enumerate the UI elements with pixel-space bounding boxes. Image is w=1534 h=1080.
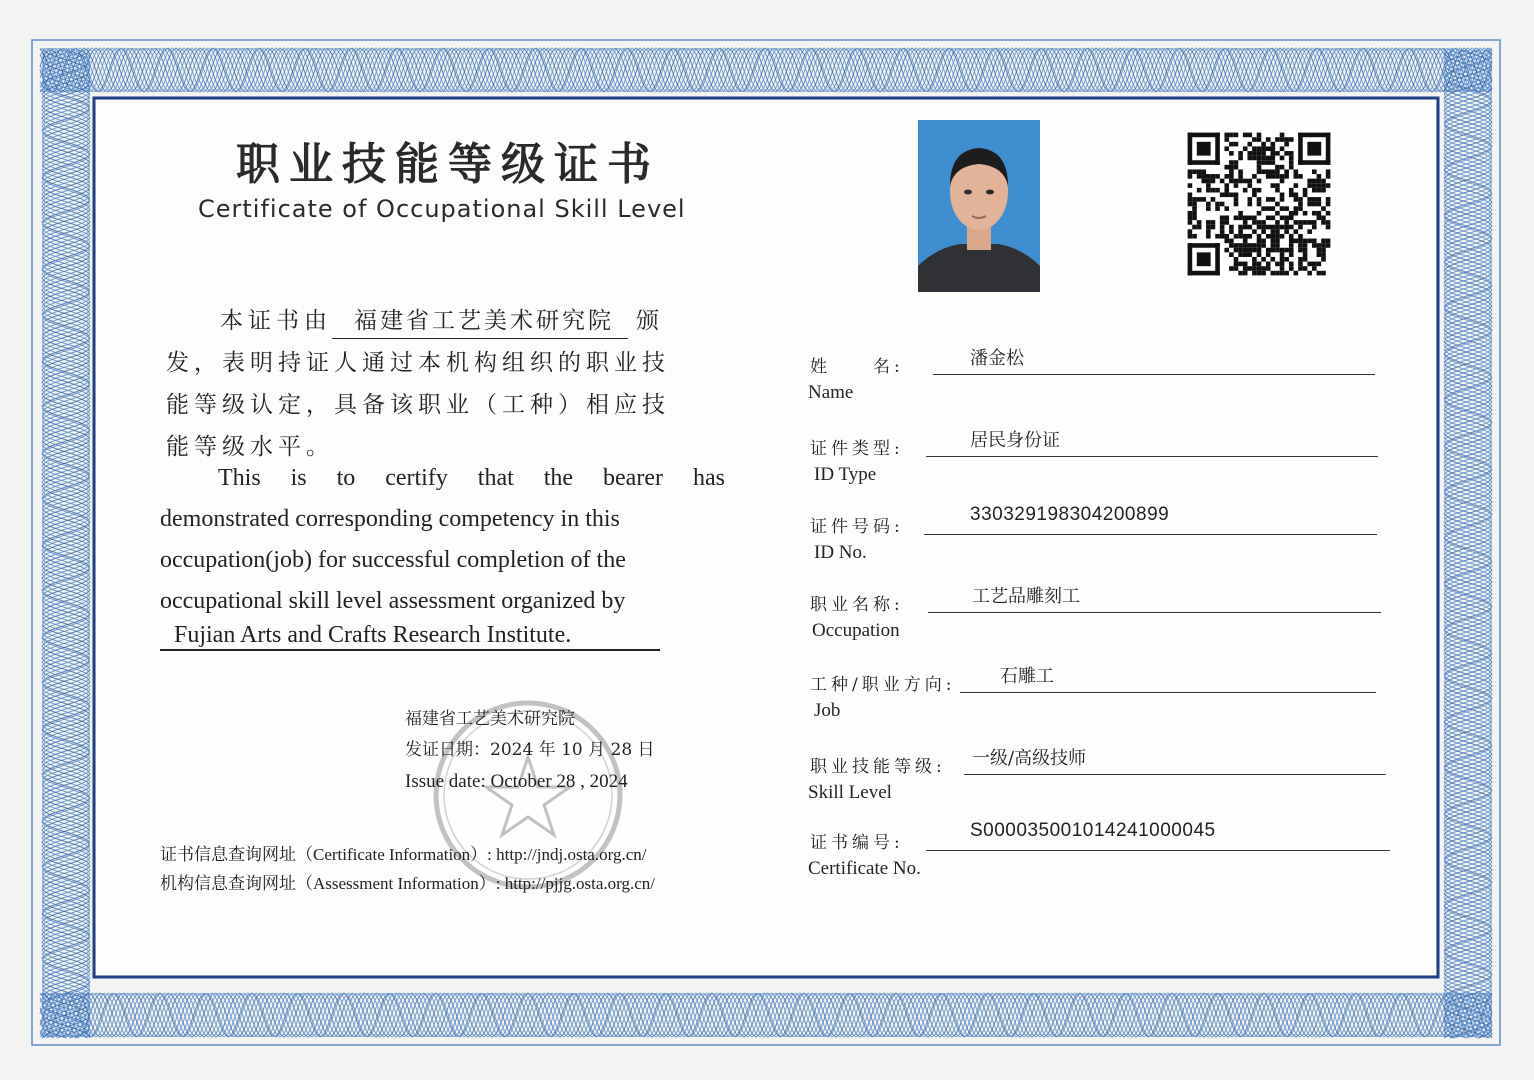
field-id-no <box>808 504 1388 582</box>
statement-line-3: 能等级认定，具备该职业（工种）相应技 <box>166 392 670 418</box>
statement-prefix: 本证书由 <box>220 308 332 334</box>
field-job <box>808 666 1388 740</box>
field-name <box>808 348 1388 422</box>
title-en: Certificate of Occupational Skill Level <box>198 195 686 223</box>
field-certificate-no <box>808 820 1388 898</box>
id-type-label-en: ID Type <box>814 464 877 485</box>
statement-en <box>160 458 725 622</box>
skill-level-underline <box>964 774 1386 775</box>
job-underline <box>960 692 1376 693</box>
word: to <box>336 465 356 491</box>
word: bearer <box>603 465 663 491</box>
id-no-label-cn: 证件号码: <box>810 517 904 537</box>
statement-line-4: 能等级水平。 <box>166 434 334 460</box>
statement-line-2: 发，表明持证人通过本机构组织的职业技 <box>166 350 670 376</box>
word: This <box>218 465 261 491</box>
certificate-no-label-cn: 证书编号: <box>810 833 904 853</box>
name-label-cn: 姓 名: <box>810 357 904 377</box>
word: has <box>692 465 725 491</box>
statement-en-line-4: occupational skill level assessment organized by <box>160 588 626 614</box>
holder-photo <box>918 120 1040 292</box>
name-label-en: Name <box>808 382 854 403</box>
issue-date-en: Issue date: October 28 , 2024 <box>405 771 628 792</box>
qr-code[interactable] <box>1183 128 1335 280</box>
issue-date-cn: 发证日期：2024 年 10 月 28 日 <box>405 740 655 760</box>
issuer-name-en: Fujian Arts and Crafts Research Institute. <box>160 622 660 651</box>
id-no-underline <box>924 534 1377 535</box>
occupation-underline <box>928 612 1381 613</box>
certificate-no-label-en: Certificate No. <box>808 858 921 879</box>
occupation-label-cn: 职业名称: <box>810 595 904 615</box>
certificate-no-underline <box>926 850 1390 851</box>
issue-info <box>405 704 655 797</box>
word: certify <box>385 465 448 491</box>
skill-level-label-cn: 职业技能等级: <box>810 757 946 777</box>
word: is <box>290 465 307 491</box>
id-no-label-en: ID No. <box>814 542 867 563</box>
certificate-no-value: S000035001014241000045 <box>970 820 1216 841</box>
field-id-type <box>808 430 1388 504</box>
verification-links <box>160 840 655 898</box>
job-label-cn: 工种/职业方向: <box>810 675 956 695</box>
statement-en-line-1 <box>160 458 725 499</box>
id-type-value: 居民身份证 <box>970 430 1060 451</box>
statement-en-line-2: demonstrated corresponding competency in this <box>160 506 620 532</box>
occupation-value: 工艺品雕刻工 <box>972 586 1080 607</box>
id-type-label-cn: 证件类型: <box>810 439 904 459</box>
skill-level-value: 一级/高级技师 <box>972 748 1087 769</box>
id-no-value: 330329198304200899 <box>970 504 1170 525</box>
word: that <box>477 465 514 491</box>
field-skill-level <box>808 748 1388 822</box>
word: the <box>543 465 574 491</box>
name-value: 潘金松 <box>970 348 1024 369</box>
statement-cn <box>166 300 726 468</box>
job-label-en: Job <box>814 700 841 721</box>
skill-level-label-en: Skill Level <box>808 782 892 803</box>
issuing-organization: 福建省工艺美术研究院 <box>405 709 575 729</box>
id-type-underline <box>926 456 1378 457</box>
certificate-info-link[interactable]: 证书信息查询网址（Certificate Information）: http://jndj.osta.org.cn/ <box>160 845 647 864</box>
statement-suffix: 颁 <box>636 308 664 334</box>
assessment-info-link[interactable]: 机构信息查询网址（Assessment Information）: http://pjjg.osta.org.cn/ <box>160 874 656 893</box>
title-cn: 职业技能等级证书 <box>236 139 660 190</box>
job-value: 石雕工 <box>1000 666 1054 687</box>
issuer-name-cn: 福建省工艺美术研究院 <box>332 304 628 339</box>
statement-en-line-3: occupation(job) for successful completion of the <box>160 547 626 573</box>
name-underline <box>933 374 1375 375</box>
field-occupation <box>808 586 1388 660</box>
occupation-label-en: Occupation <box>812 620 900 641</box>
